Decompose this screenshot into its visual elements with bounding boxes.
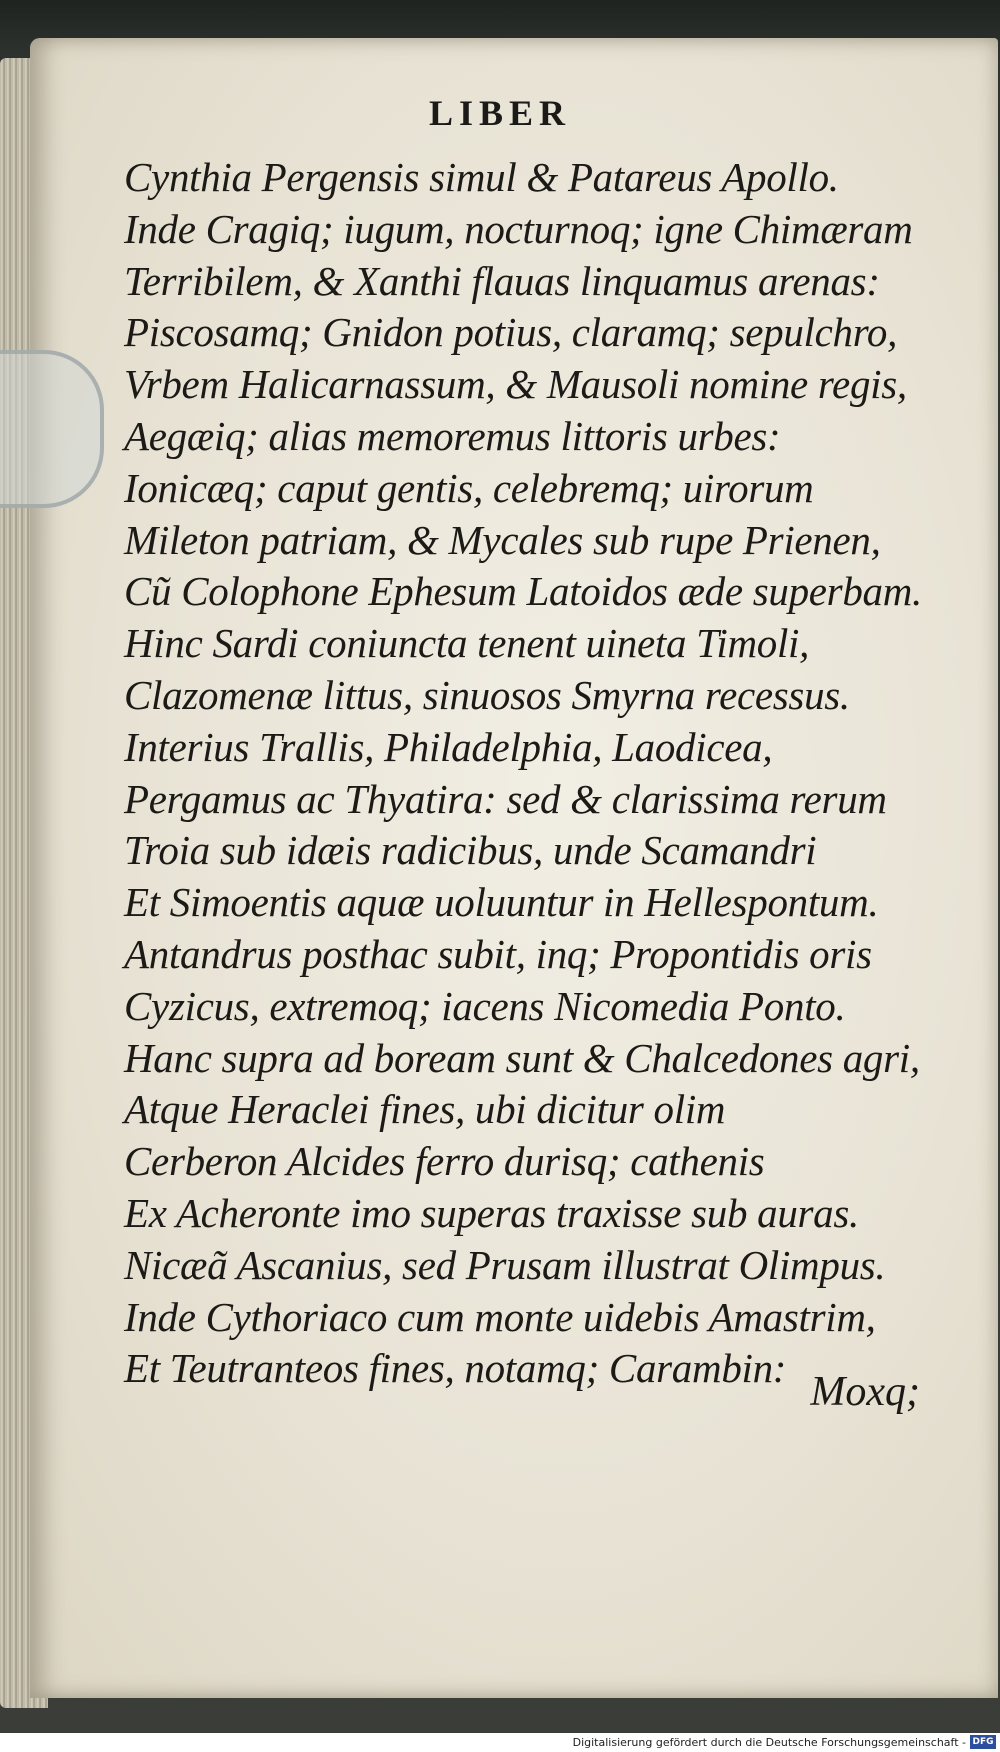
- verse-line: Et Simoentis aquæ uoluuntur in Hellespontum.: [124, 879, 879, 926]
- verse-line: Aegæiq; alias memoremus littoris urbes:: [124, 412, 781, 459]
- verse-line: Ionicæq; caput gentis, celebremq; uirorum: [124, 464, 814, 511]
- page-clip: [0, 350, 104, 508]
- verse-list: [124, 152, 964, 1395]
- verse-line: Clazomenæ littus, sinuosos Smyrna recessus.: [124, 671, 850, 718]
- verse-line: Cũ Colophone Ephesum Latoidos æde superbam.: [124, 568, 922, 615]
- verse-line: Troia sub idæis radicibus, unde Scamandri: [124, 827, 817, 874]
- verse-line: Hanc supra ad boream sunt & Chalcedones agri,: [124, 1034, 920, 1081]
- running-title: LIBER: [428, 93, 572, 133]
- verse-line: Terribilem, & Xanthi flauas linquamus arenas:: [124, 257, 880, 304]
- verse-line: Interius Trallis, Philadelphia, Laodicea,: [124, 723, 773, 770]
- verse-line: Inde Cythoriaco cum monte uidebis Amastrim,: [124, 1293, 876, 1340]
- verse-line: Cerberon Alcides ferro durisq; cathenis: [124, 1138, 765, 1185]
- verse-line: Antandrus posthac subit, inq; Propontidis oris: [124, 930, 872, 977]
- verse-line: Piscosamq; Gnidon potius, claramq; sepulchro,: [124, 309, 898, 356]
- catchword: Moxq;: [810, 1369, 920, 1415]
- verse-line: Cyzicus, extremoq; iacens Nicomedia Ponto.: [124, 982, 846, 1029]
- verse-line: Ex Acheronte imo superas traxisse sub auras.: [124, 1189, 859, 1236]
- dfg-logo: DFG: [970, 1735, 996, 1749]
- verse-line: Et Teutranteos fines, notamq; Carambin:: [124, 1345, 787, 1392]
- verse-line: Vrbem Halicarnassum, & Mausoli nomine regis,: [124, 361, 907, 408]
- verse-line: Hinc Sardi coniuncta tenent uineta Timoli,: [124, 620, 810, 667]
- verse-line: Mileton patriam, & Mycales sub rupe Prienen,: [124, 516, 881, 563]
- verse-line: Pergamus ac Thyatira: sed & clarissima rerum: [124, 775, 887, 822]
- verse-line: Cynthia Pergensis simul & Patareus Apollo.: [124, 154, 839, 200]
- verse-line: Nicæã Ascanius, sed Prusam illustrat Olimpus.: [124, 1241, 886, 1288]
- verse-line: Atque Heraclei fines, ubi dicitur olim: [124, 1086, 726, 1133]
- digitization-credit: Digitalisierung gefördert durch die Deutsche Forschungsgemeinschaft -: [572, 1736, 966, 1749]
- verse-line: Inde Cragiq; iugum, nocturnoq; igne Chimæram: [124, 205, 913, 252]
